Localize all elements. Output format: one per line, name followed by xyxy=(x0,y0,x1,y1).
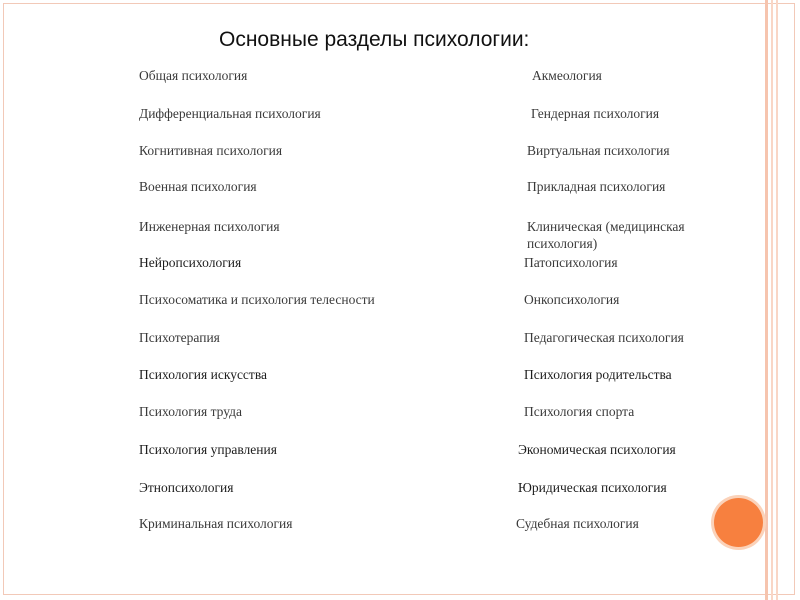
left-item: Психотерапия xyxy=(139,330,220,345)
left-item: Военная психология xyxy=(139,179,257,194)
decor-stripe xyxy=(771,0,773,600)
right-item: Патопсихология xyxy=(524,255,618,270)
right-item: Судебная психология xyxy=(516,516,639,531)
right-item: Гендерная психология xyxy=(531,106,660,121)
right-item: Акмеология xyxy=(532,68,602,83)
left-item: Инженерная психология xyxy=(139,219,280,234)
right-item: Психология спорта xyxy=(524,404,635,419)
accent-circle-decoration xyxy=(714,498,763,547)
left-item: Нейропсихология xyxy=(139,255,242,270)
left-item: Криминальная психология xyxy=(139,516,293,531)
left-item: Психосоматика и психология телесности xyxy=(139,292,375,307)
right-item: Прикладная психология xyxy=(527,179,666,194)
right-item: Виртуальная психология xyxy=(527,143,670,158)
left-item: Дифференциальная психология xyxy=(139,106,321,121)
right-item: Юридическая психология xyxy=(518,480,667,495)
slide-title: Основные разделы психологии: xyxy=(219,28,530,51)
right-item: Психология родительства xyxy=(524,367,672,382)
left-item: Когнитивная психология xyxy=(139,143,283,158)
right-item-first-line xyxy=(527,218,719,252)
right-item: Экономическая психология xyxy=(518,442,676,457)
right-item: Педагогическая психология xyxy=(524,330,684,345)
left-item: Общая психология xyxy=(139,68,248,83)
left-item: Психология искусства xyxy=(139,367,268,382)
left-item: Психология управления xyxy=(139,442,277,457)
left-item: Психология труда xyxy=(139,404,243,419)
right-item: Онкопсихология xyxy=(524,292,620,307)
decor-stripe xyxy=(776,0,778,600)
left-item: Этнопсихология xyxy=(139,480,234,495)
right-item: Клиническая (медицинская психология) xyxy=(527,219,685,251)
decor-stripe xyxy=(765,0,768,600)
